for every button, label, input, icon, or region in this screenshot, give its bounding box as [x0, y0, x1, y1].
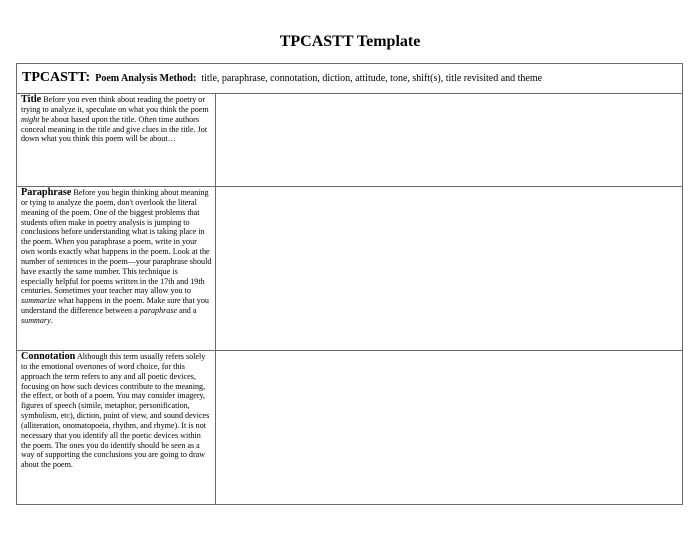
- connotation-term: Connotation: [21, 351, 76, 362]
- connotation-row: [17, 351, 683, 505]
- paraphrase-answer-cell[interactable]: [216, 187, 683, 351]
- title-emphasis: might: [21, 114, 40, 124]
- method-elements: title, paraphrase, connotation, diction, attitude, tone, shift(s), title revisited and theme: [201, 73, 543, 84]
- paraphrase-text-2: what happens in the poem. Make sure that you understand the difference between a: [21, 296, 209, 316]
- acronym-colon: :: [85, 70, 91, 85]
- title-description: [17, 94, 216, 187]
- title-row: [17, 94, 683, 187]
- connotation-text: Although this term usually refers solely to the emotional overtones of word choice, for this approach the term refers to any and all poetic devices, focusing on how such devices contribute to the meaning, the effect, or both of a poem. You may consider imagery, figures of speech (simile, metaphor, personification, symbolism, etc), diction, point of view, and sound devices (alliteration, onomatopoeia, rhythm, and rhyme). It is not necessary that you identify all the poetic devices within the poem. The ones you do identify should be seen as a way of supporting the conclusions you are going to draw about the poem.: [21, 352, 210, 470]
- paraphrase-term: Paraphrase: [21, 187, 72, 198]
- paraphrase-text-1: Before you begin thinking about meaning or tying to analyze the poem, don't overlook the literal meaning of the poem. One of the biggest problems that students often make in poetry analysis is jumping to conclusions before understanding what is taking place in the poem. When you paraphrase a poem, write in your own words exactly what happens in the poem. Look at the number of sentences in the poem—your paraphrase should have exactly the same number. This technique is especially helpful for poems written in the 17th and 19th centuries. Sometimes your teacher may allow you to: [21, 188, 212, 296]
- paraphrase-row: [17, 187, 683, 351]
- method-label: Poem Analysis Method:: [95, 73, 197, 84]
- header-cell: [17, 64, 683, 94]
- title-answer-cell[interactable]: [216, 94, 683, 187]
- title-text-2: be about based upon the title. Often time authors conceal meaning in the title and give clues in the title. Jot down what you think this poem will be about…: [21, 114, 208, 144]
- paraphrase-emphasis-2: paraphrase: [139, 306, 178, 316]
- connotation-description: [17, 351, 216, 505]
- title-term: Title: [21, 94, 42, 105]
- header-row: [17, 64, 683, 94]
- tpcastt-table: [16, 63, 683, 505]
- connotation-answer-cell[interactable]: [216, 351, 683, 505]
- title-text-1: Before you even think about reading the poetry or trying to analyze it, speculate on what you think the poem: [21, 95, 209, 114]
- acronym-label: TPCASTT: [22, 70, 86, 85]
- paraphrase-description: [17, 187, 216, 351]
- page-title: TPCASTT Template: [279, 33, 421, 50]
- paraphrase-text-3: and a: [179, 306, 197, 316]
- paraphrase-emphasis-1: summarize: [21, 296, 57, 306]
- paraphrase-text-4: .: [50, 315, 53, 325]
- paraphrase-emphasis-3: summary: [21, 315, 51, 325]
